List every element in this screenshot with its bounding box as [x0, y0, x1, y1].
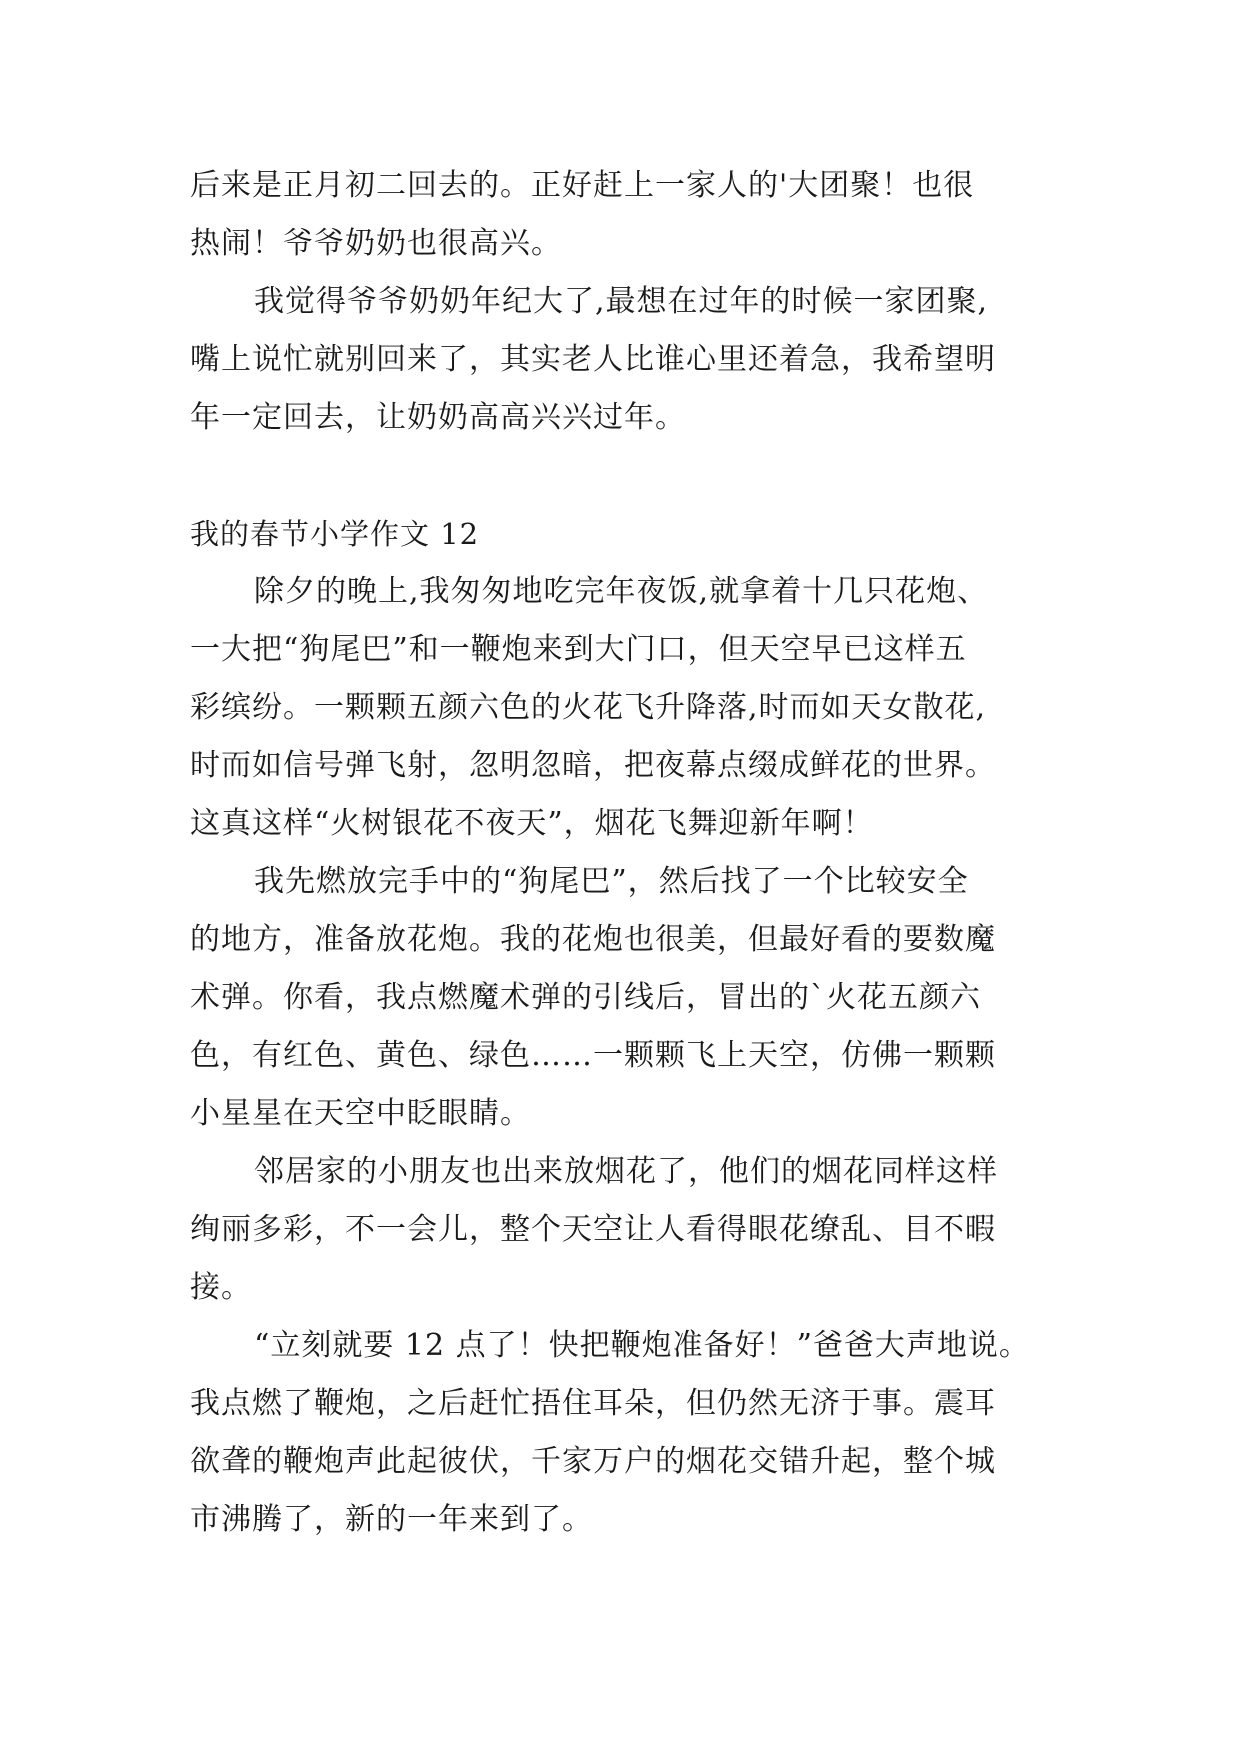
paragraph-first-line: 我觉得爷爷奶奶年纪大了,最想在过年的时候一家团聚,	[254, 284, 989, 319]
text-line: 后来是正月初二回去的。正好赶上一家人的'大团聚！也很	[190, 168, 975, 203]
paragraph-first-line: 邻居家的小朋友也出来放烟花了，他们的烟花同样这样	[254, 1154, 998, 1189]
text-line: 我点燃了鞭炮，之后赶忙捂住耳朵，但仍然无济于事。震耳	[190, 1386, 996, 1421]
text-line: 嘴上说忙就别回来了，其实老人比谁心里还着急，我希望明	[190, 342, 996, 377]
text-line: 热闹！爷爷奶奶也很高兴。	[190, 226, 562, 261]
text-line: 的地方，准备放花炮。我的花炮也很美，但最好看的要数魔	[190, 922, 996, 957]
text-line: 术弹。你看，我点燃魔术弹的引线后，冒出的`火花五颜六	[190, 980, 981, 1015]
text-line: 小星星在天空中眨眼睛。	[190, 1096, 531, 1131]
essay-title: 我的春节小学作文 12	[190, 517, 480, 551]
text-line: 接。	[190, 1270, 252, 1305]
text-line: 彩缤纷。一颗颗五颜六色的火花飞升降落,时而如天女散花,	[190, 690, 987, 725]
essay-body	[190, 563, 1090, 1549]
text-line: 市沸腾了，新的一年来到了。	[190, 1502, 593, 1537]
previous-essay-ending	[190, 157, 1090, 447]
text-line: 欲聋的鞭炮声此起彼伏，千家万户的烟花交错升起，整个城	[190, 1444, 996, 1479]
text-line: 绚丽多彩，不一会儿，整个天空让人看得眼花缭乱、目不暇	[190, 1212, 996, 1247]
text-line: 色，有红色、黄色、绿色……一颗颗飞上天空，仿佛一颗颗	[190, 1038, 996, 1073]
essay-title-block	[190, 505, 1090, 563]
text-line: 年一定回去，让奶奶高高兴兴过年。	[190, 400, 686, 435]
text-line: 这真这样“火树银花不夜天”，烟花飞舞迎新年啊！	[190, 806, 874, 841]
paragraph-first-line: 我先燃放完手中的“狗尾巴”，然后找了一个比较安全	[254, 864, 969, 899]
paragraph-first-line: “立刻就要 12 点了！快把鞭炮准备好！”爸爸大声地说。	[254, 1328, 1030, 1363]
text-line: 时而如信号弹飞射，忽明忽暗，把夜幕点缀成鲜花的世界。	[190, 748, 996, 783]
paragraph-first-line: 除夕的晚上,我匆匆地吃完年夜饭,就拿着十几只花炮、	[254, 574, 989, 609]
text-line: 一大把“狗尾巴”和一鞭炮来到大门口，但天空早已这样五	[190, 632, 967, 667]
